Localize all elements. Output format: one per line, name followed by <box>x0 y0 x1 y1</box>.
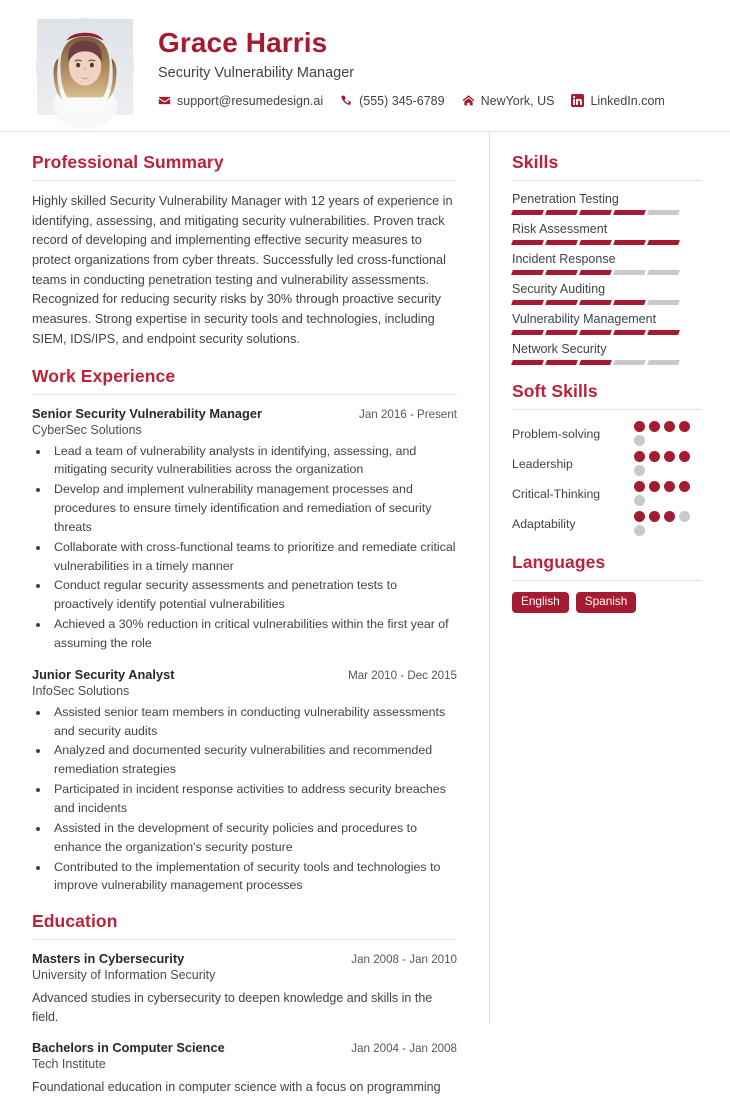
section-professional-summary <box>32 152 457 350</box>
skill-level-segment <box>579 300 612 305</box>
skill-label: Network Security <box>512 342 607 356</box>
section-title-skills: Skills <box>512 152 559 172</box>
soft-skill-dot <box>649 421 660 432</box>
skills-list <box>512 192 702 365</box>
soft-skill-item <box>512 451 702 476</box>
section-title-experience: Work Experience <box>32 365 176 386</box>
skill-level-segment <box>545 270 578 275</box>
skill-level-segment <box>579 270 612 275</box>
section-divider <box>512 180 702 181</box>
skill-level-bar <box>512 270 702 275</box>
phone-icon <box>340 94 353 107</box>
skill-level-segment <box>579 360 612 365</box>
soft-skill-dot <box>664 451 675 462</box>
envelope-icon <box>158 94 171 107</box>
soft-skill-rating <box>634 481 702 506</box>
skill-label: Vulnerability Management <box>512 312 657 326</box>
skill-level-bar <box>512 360 702 365</box>
soft-skill-dot <box>664 421 675 432</box>
experience-company: InfoSec Solutions <box>32 683 130 698</box>
contact-location-text: NewYork, US <box>480 93 555 108</box>
soft-skill-dot <box>634 525 645 536</box>
profile-photo-illustration <box>37 19 133 115</box>
skill-level-segment <box>647 270 680 275</box>
experience-company: CyberSec Solutions <box>32 422 142 437</box>
skill-level-segment <box>613 240 646 245</box>
linkedin-icon <box>571 94 584 107</box>
soft-skill-dot <box>649 451 660 462</box>
education-item <box>32 951 457 1027</box>
experience-date: Jan 2016 - Present <box>359 407 457 421</box>
skill-item <box>512 222 702 245</box>
candidate-name: Grace Harris <box>158 27 328 59</box>
education-degree: Bachelors in Computer Science <box>32 1040 225 1056</box>
skill-level-segment <box>545 210 578 215</box>
skill-label: Security Auditing <box>512 282 606 296</box>
skill-level-segment <box>647 360 680 365</box>
contact-email-text: support@resumedesign.ai <box>177 93 324 108</box>
soft-skill-dot <box>679 451 690 462</box>
soft-skill-rating <box>634 421 702 446</box>
contact-phone[interactable] <box>340 94 444 108</box>
soft-skill-dot <box>679 421 690 432</box>
skill-level-segment <box>613 270 646 275</box>
soft-skill-dot <box>679 511 690 522</box>
soft-skill-dot <box>649 481 660 492</box>
section-title-soft-skills: Soft Skills <box>512 381 598 401</box>
soft-skill-label: Adaptability <box>512 516 576 531</box>
soft-skill-dot <box>634 495 645 506</box>
experience-bullet: • Assisted in the development of security policies and procedures to enhance the organization's security posture <box>50 819 457 857</box>
contact-location[interactable] <box>462 94 555 108</box>
education-description: Advanced studies in cybersecurity to deepen knowledge and skills in the field. <box>32 991 433 1025</box>
section-divider <box>512 580 702 581</box>
experience-bullets <box>50 703 457 895</box>
education-school: Tech Institute <box>32 1057 106 1072</box>
soft-skill-dot <box>634 451 645 462</box>
education-date: Jan 2008 - Jan 2010 <box>351 953 457 967</box>
contact-list <box>158 94 702 108</box>
avatar <box>36 18 134 116</box>
languages-list <box>512 592 702 613</box>
skill-level-segment <box>545 330 578 335</box>
experience-role: Junior Security Analyst <box>32 666 175 682</box>
experience-header-row <box>32 406 457 421</box>
education-school: University of Information Security <box>32 968 216 983</box>
experience-bullet: • Analyzed and documented security vulnerabilities and recommended remediation strategies <box>50 741 457 779</box>
soft-skill-dot <box>634 421 645 432</box>
skill-level-segment <box>613 330 646 335</box>
skill-level-segment <box>545 360 578 365</box>
resume-header <box>0 0 730 132</box>
soft-skill-label: Problem-solving <box>512 426 601 441</box>
contact-linkedin[interactable] <box>571 94 664 108</box>
skill-level-bar <box>512 330 702 335</box>
skill-item <box>512 282 702 305</box>
section-title-summary: Professional Summary <box>32 152 224 172</box>
section-title-languages: Languages <box>512 552 606 572</box>
education-header-row <box>32 1040 457 1055</box>
skill-level-segment <box>579 240 612 245</box>
section-divider <box>32 394 457 395</box>
skill-level-segment <box>511 270 544 275</box>
education-list <box>32 951 457 1097</box>
skill-item <box>512 342 702 365</box>
soft-skill-dot <box>679 481 690 492</box>
experience-bullet: • Collaborate with cross-functional teams to prioritize and remediate critical vulnerabilities in a timely manner <box>50 538 457 576</box>
skill-level-bar <box>512 210 702 215</box>
experience-bullet: • Contributed to the implementation of security tools and technologies to improve vulnerability management processes <box>50 858 457 896</box>
skill-label: Risk Assessment <box>512 222 608 236</box>
soft-skill-item <box>512 421 702 446</box>
experience-item <box>32 667 457 895</box>
skill-level-bar <box>512 240 702 245</box>
skill-item <box>512 312 702 335</box>
education-item <box>32 1040 457 1097</box>
soft-skill-dot <box>664 511 675 522</box>
contact-linkedin-text: LinkedIn.com <box>590 93 665 108</box>
soft-skill-label: Critical-Thinking <box>512 486 601 501</box>
skill-level-segment <box>647 210 680 215</box>
experience-bullet: • Develop and implement vulnerability management processes and procedures to ensure timely identification and remediation of security threats <box>50 480 457 537</box>
skill-item <box>512 192 702 215</box>
contact-phone-text: (555) 345-6789 <box>359 93 445 108</box>
skill-level-segment <box>647 330 680 335</box>
soft-skill-dot <box>634 511 645 522</box>
soft-skill-item <box>512 481 702 506</box>
experience-bullet: • Lead a team of vulnerability analysts in identifying, assessing, and mitigating security vulnerabilities across the organization <box>50 442 457 480</box>
candidate-job-title: Security Vulnerability Manager <box>158 64 355 81</box>
education-degree: Masters in Cybersecurity <box>32 951 185 967</box>
skill-level-segment <box>613 210 646 215</box>
skill-level-segment <box>647 300 680 305</box>
skill-level-segment <box>579 210 612 215</box>
skill-label: Incident Response <box>512 252 616 266</box>
skill-level-segment <box>613 300 646 305</box>
soft-skills-list <box>512 421 702 536</box>
experience-bullet: • Participated in incident response activities to address security breaches and incidents <box>50 780 457 818</box>
soft-skill-label: Leadership <box>512 456 573 471</box>
skill-level-segment <box>511 210 544 215</box>
skill-label: Penetration Testing <box>512 192 619 206</box>
resume-body <box>0 132 730 1095</box>
soft-skill-item <box>512 511 702 536</box>
education-header-row <box>32 951 457 966</box>
section-soft-skills <box>512 381 702 536</box>
soft-skill-dot <box>634 481 645 492</box>
skill-level-segment <box>545 300 578 305</box>
experience-bullet: • Assisted senior team members in conducting vulnerability assessments and security audits <box>50 703 457 741</box>
skill-level-segment <box>511 330 544 335</box>
section-work-experience <box>32 366 457 896</box>
experience-bullets <box>50 442 457 653</box>
language-chip: English <box>512 592 569 613</box>
skill-level-segment <box>511 300 544 305</box>
soft-skill-dot <box>649 511 660 522</box>
experience-role: Senior Security Vulnerability Manager <box>32 405 262 421</box>
skill-level-segment <box>579 330 612 335</box>
contact-email[interactable] <box>158 94 323 108</box>
education-description: Foundational education in computer science with a focus on programming <box>32 1080 441 1095</box>
language-chip: Spanish <box>576 592 637 613</box>
section-divider <box>32 939 457 940</box>
experience-bullet: • Achieved a 30% reduction in critical vulnerabilities within the first year of assuming the role <box>50 615 457 653</box>
skill-level-segment <box>647 240 680 245</box>
soft-skill-dot <box>664 481 675 492</box>
sidebar-column <box>490 132 730 1024</box>
soft-skill-dot <box>634 435 645 446</box>
section-divider <box>512 409 702 410</box>
skill-level-segment <box>545 240 578 245</box>
header-text-block <box>158 25 702 107</box>
section-education <box>32 911 457 1097</box>
education-date: Jan 2004 - Jan 2008 <box>351 1042 457 1056</box>
section-skills <box>512 152 702 365</box>
experience-bullet: • Conduct regular security assessments and penetration tests to proactively identify potential vulnerabilities <box>50 576 457 614</box>
skill-level-segment <box>511 360 544 365</box>
main-column <box>0 132 490 1095</box>
soft-skill-rating <box>634 511 702 536</box>
skill-item <box>512 252 702 275</box>
section-title-education: Education <box>32 911 118 932</box>
experience-date: Mar 2010 - Dec 2015 <box>348 668 457 682</box>
soft-skill-rating <box>634 451 702 476</box>
skill-level-segment <box>511 240 544 245</box>
skill-level-segment <box>613 360 646 365</box>
skill-level-bar <box>512 300 702 305</box>
section-divider <box>32 180 457 181</box>
summary-text: Highly skilled Security Vulnerability Manager with 12 years of experience in identifying, assessing, and mitigating security vulnerabilities. Proven track record of developing and implementing effective security measures to protect organizations from cyber threats. Successfully led cross-functional teams in conducting penetration testing and vulnerability assessments. Recognized for reducing security risks by 30% through proactive security measures. Strong expertise in security tools and technologies, including SIEM, IDS/IPS, and endpoint security solutions. <box>32 194 453 346</box>
experience-header-row <box>32 667 457 682</box>
section-languages <box>512 552 702 613</box>
home-location-icon <box>462 94 475 107</box>
soft-skill-dot <box>634 465 645 476</box>
experience-item <box>32 406 457 653</box>
experience-list <box>32 406 457 896</box>
